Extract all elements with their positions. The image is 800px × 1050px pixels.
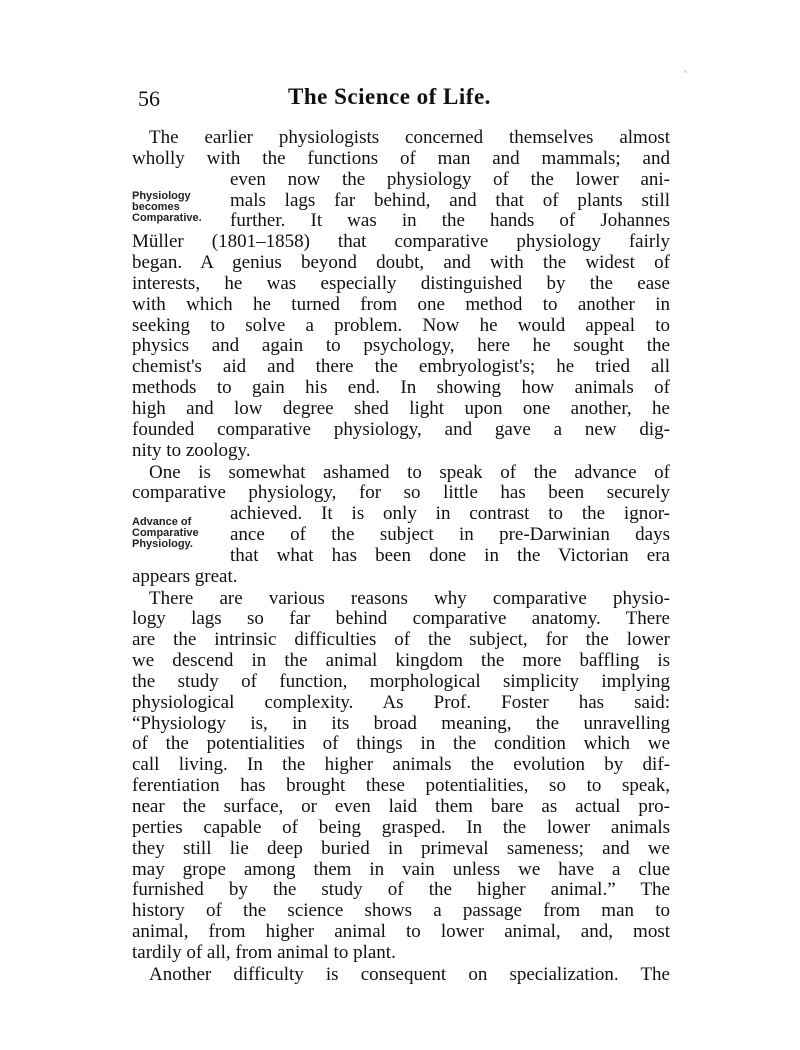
text-line: logy lags so far behind comparative anatomy. There [132, 608, 670, 630]
text-line: comparative physiology, for so little has been securely [132, 482, 670, 504]
text-line: are the intrinsic difficulties of the subject, for the lower [132, 629, 670, 651]
paragraph-advance-of-comparative-physiology [132, 463, 670, 588]
text-line: we descend in the animal kingdom the more baffling is [132, 650, 670, 672]
body-text [132, 128, 670, 986]
side-note-line: Advance of [132, 516, 192, 529]
text-line: Another difficulty is consequent on specialization. The [149, 963, 670, 985]
text-line: may grope among them in vain unless we have a clue [132, 858, 670, 880]
text-line: with which he turned from one method to another in [132, 293, 670, 315]
text-line: nity to zoology. [132, 439, 251, 461]
side-note-row [132, 170, 670, 233]
text-line: achieved. It is only in contrast to the ignor- [230, 503, 670, 525]
paragraph-reasons [132, 589, 670, 964]
side-note-row [132, 504, 670, 567]
text-line: interests, he was especially distinguished by the ease [132, 272, 670, 294]
text-line: There are various reasons why comparative physio- [149, 587, 670, 609]
text-line: near the surface, or even laid them bare as actual pro- [132, 796, 670, 817]
side-note-line: Comparative. [132, 211, 202, 224]
text-line: animal, from higher animal to lower animal, and, most [132, 921, 670, 943]
side-note-line: Physiology. [132, 538, 193, 551]
text-line: One is somewhat ashamed to speak of the advance of [149, 461, 670, 483]
text-line: mals lags far behind, and that of plants still [230, 189, 670, 211]
text-line: tardily of all, from animal to plant. [132, 941, 396, 963]
text-line: ferentiation has brought these potentialities, so to speak, [132, 775, 670, 797]
running-head [138, 84, 668, 116]
side-note-spacer [132, 170, 230, 191]
text-line: “Physiology is, in its broad meaning, the unravelling [132, 712, 670, 734]
text-line: even now the physiology of the lower ani- [230, 168, 670, 190]
running-title: The Science of Life. [288, 84, 491, 109]
paragraph-specialization [132, 965, 670, 986]
text-line: of the potentialities of things in the condition which we [132, 733, 670, 755]
text-line: the study of function, morphological simplicity implying [132, 670, 670, 692]
text-line: they still lie deep buried in primeval sameness; and we [132, 837, 670, 859]
side-note-physiology-becomes-comparative [132, 170, 230, 224]
text-line: history of the science shows a passage from man to [132, 900, 670, 922]
text-line: began. A genius beyond doubt, and with the widest of [132, 252, 670, 274]
text-line: seeking to solve a problem. Now he would appeal to [132, 314, 670, 336]
text-line: chemist's aid and there the embryologist's; he tried all [132, 356, 670, 378]
side-text [230, 504, 670, 567]
side-note-line: Comparative [132, 527, 199, 540]
text-line: methods to gain his end. In showing how animals of [132, 377, 670, 399]
paragraph-physiology-becomes-comparative [132, 128, 670, 462]
text-line: perties capable of being grasped. In the lower animals [132, 816, 670, 838]
text-line: The earlier physiologists concerned themselves almost [149, 127, 670, 148]
text-line: furnished by the study of the higher animal.” The [132, 879, 670, 901]
text-line: high and low degree shed light upon one another, he [132, 397, 670, 419]
text-line: further. It was in the hands of Johannes [230, 210, 670, 232]
paper-speck [684, 70, 687, 73]
text-line: wholly with the functions of man and mammals; and [132, 147, 670, 169]
side-note-line: Physiology [132, 189, 191, 202]
text-line: call living. In the higher animals the evolution by dif- [132, 754, 670, 776]
side-note-advance-of-comparative-physiology [132, 504, 230, 550]
side-text [230, 170, 670, 233]
text-line: appears great. [132, 565, 238, 587]
text-line: that what has been done in the Victorian era [230, 544, 670, 566]
text-line: physics and again to psychology, here he sought the [132, 335, 670, 357]
text-line: Müller (1801–1858) that comparative physiology fairly [132, 231, 670, 253]
side-note-line: becomes [132, 200, 180, 213]
page-number: 56 [138, 86, 160, 111]
text-line: ance of the subject in pre-Darwinian days [230, 524, 670, 546]
text-line: founded comparative physiology, and gave a new dig- [132, 418, 670, 440]
text-line: physiological complexity. As Prof. Foster has said: [132, 691, 670, 713]
